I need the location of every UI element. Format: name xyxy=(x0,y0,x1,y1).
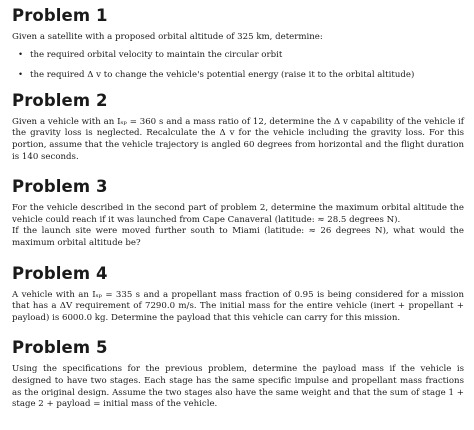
problem-3-text-continued: If the launch site were moved further south to Miami (latitude: ≈ 26 degrees N), what would the maximum orbital altitude be? xyxy=(12,226,464,248)
problem-1-bullet-list xyxy=(12,50,464,82)
problem-4-text: A vehicle with an Iₛₚ = 335 s and a propellant mass fraction of 0.95 is being considered for a mission that has a ΔV requirement of 7290.0 m/s. The initial mass for the entire vehicle (inert + propellant + payload) is 6000.0 kg. Determine the payload that this vehicle can carry for this mission. xyxy=(12,289,464,323)
problem-1-intro: Given a satellite with a proposed orbital altitude of 325 km, determine: xyxy=(12,32,323,42)
bullet-icon: • xyxy=(18,49,24,60)
list-item xyxy=(18,49,464,62)
problem-2-section xyxy=(12,91,464,163)
list-item xyxy=(18,70,464,82)
problem-5-text: Using the specifications for the previous problem, determine the payload mass if the vehicle is designed to have two stages. Each stage has the same specific impulse and propellant mass fractions as the original design. Assume the two stages also have the same weight and that the sum of stage 1 + stage 2 + payload = initial mass of the vehicle. xyxy=(12,364,464,410)
problem-1-title: Problem 1 xyxy=(12,6,108,25)
problem-2-text: Given a vehicle with an Iₛₚ = 360 s and a mass ratio of 12, determine the Δ v capability of the vehicle if the gravity loss is neglected. Recalculate the Δ v for the vehicle including the gravity loss. For this portion, assume that the vehicle trajectory is angled 60 degrees from horizontal and the flight duration is 140 seconds. xyxy=(12,116,464,162)
problem-2-title: Problem 2 xyxy=(12,90,108,110)
problem-3-text: For the vehicle described in the second part of problem 2, determine the maximum orbital altitude the vehicle could reach if it was launched from Cape Canaveral (latitude: ≈ 28.5 degrees N). xyxy=(12,203,464,225)
document-page xyxy=(12,6,464,411)
problem-1-section xyxy=(12,6,464,82)
problem-4-section xyxy=(12,264,464,325)
bullet-icon: • xyxy=(18,70,24,81)
problem-5-section xyxy=(12,338,464,410)
problem-1-bullet-text: the required orbital velocity to maintain the circular orbit xyxy=(30,49,283,60)
problem-5-title: Problem 5 xyxy=(12,338,108,358)
problem-4-title: Problem 4 xyxy=(12,263,108,283)
problem-1-bullet-text: the required Δ v to change the vehicle's potential energy (raise it to the orbital altitude) xyxy=(30,70,415,81)
problem-3-title: Problem 3 xyxy=(12,177,108,197)
problem-3-section xyxy=(12,177,464,249)
